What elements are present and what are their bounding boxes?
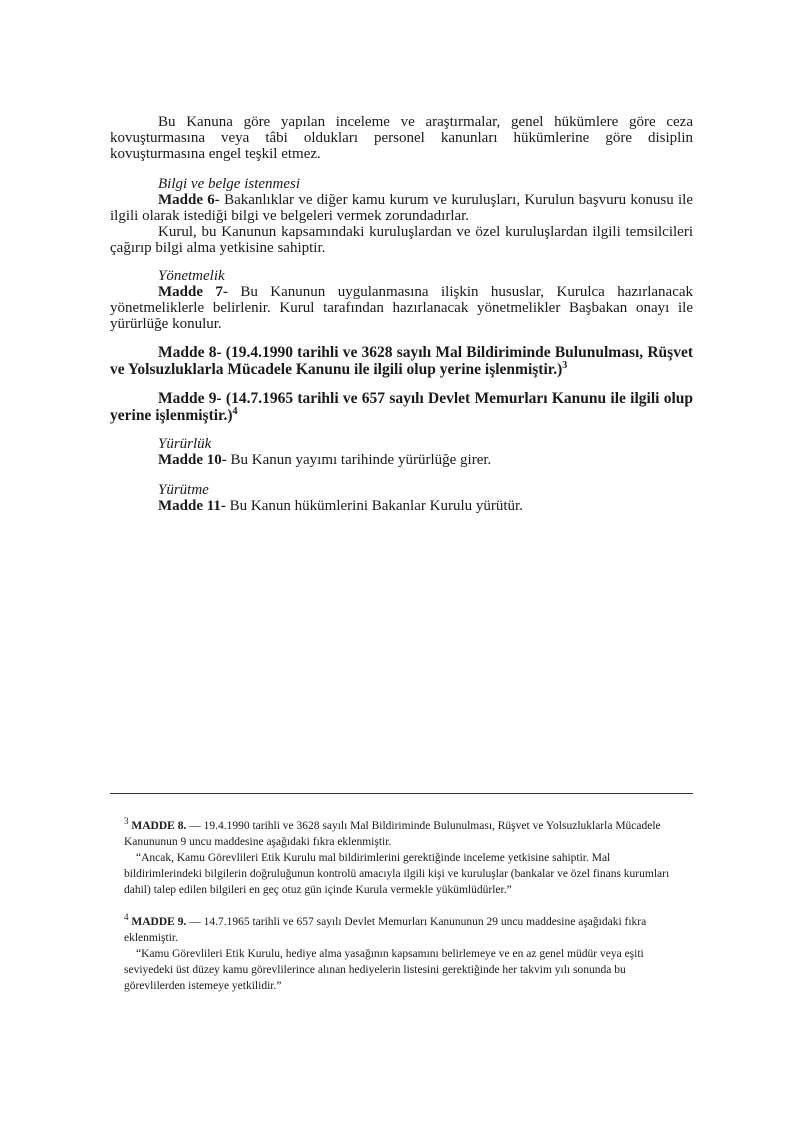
article-6-heading: Bilgi ve belge istenmesi: [158, 176, 301, 192]
footnote-4: [124, 914, 684, 994]
article-11-label: Madde 11-: [158, 498, 226, 514]
article-11: [110, 482, 693, 514]
article-10: [110, 436, 693, 468]
article-7-paragraph-1: [110, 284, 693, 332]
article-11-paragraph: [110, 498, 693, 514]
footnote-ref-3: 3: [562, 359, 568, 371]
article-10-text: Bu Kanun yayımı tarihinde yürürlüğe girer.: [230, 452, 492, 468]
article-11-heading: Yürütme: [158, 482, 209, 498]
footnote-3-head: MADDE 8.: [131, 820, 187, 832]
article-6-label: Madde 6-: [158, 192, 220, 208]
footnote-3-number: 3: [124, 816, 129, 827]
article-10-paragraph: [110, 452, 693, 468]
article-10-label: Madde 10-: [158, 452, 227, 468]
footnote-4-number: 4: [124, 912, 129, 923]
article-11-text: Bu Kanun hükümlerini Bakanlar Kurulu yürütür.: [229, 498, 523, 514]
article-8: [110, 344, 693, 378]
article-7-label: Madde 7-: [158, 284, 228, 300]
intro-text: Bu Kanuna göre yapılan inceleme ve araştırmalar, genel hükümlere göre ceza kovuşturmasına veya tâbi oldukları personel kanunları hükümlerine göre disiplin kovuşturmasına engel teşkil etmez.: [110, 114, 693, 162]
article-6-paragraph-2: Kurul, bu Kanunun kapsamındaki kuruluşlardan ve özel kuruluşlardan ilgili temsilcileri çağırıp bilgi alma yetkisine sahiptir.: [110, 224, 693, 256]
intro-paragraph: [110, 114, 693, 162]
footnote-ref-4: 4: [232, 405, 238, 417]
footnote-3-quote: “Ancak, Kamu Görevlileri Etik Kurulu mal bildirimlerini gerektiğinde inceleme yetkisine sahiptir. Mal bildirimlerindeki bilgilerin doğruluğunun kontrolü amacıyla ilgili kişi ve kuruluşlar (bankalar ve özel finans kurumları dahil) talep edilen bilgileri en geç otuz gün içinde Kurula vermekle yükümlüdürler.”: [124, 852, 670, 896]
article-8-text: Madde 8- (19.4.1990 tarihli ve 3628 sayılı Mal Bildiriminde Bulunulması, Rüşvet ve Yolsuzluklarla Mücadele Kanunu ile ilgili olup yerine işlenmiştir.): [110, 344, 693, 378]
footnote-3: [124, 818, 684, 898]
footnote-separator: [110, 793, 693, 794]
article-7-heading: Yönetmelik: [158, 268, 225, 284]
article-6-paragraph-1: [110, 192, 693, 224]
article-6: [110, 176, 693, 256]
article-10-heading: Yürürlük: [158, 436, 212, 452]
footnote-3-intro: [124, 818, 684, 850]
footnote-4-quote: “Kamu Görevlileri Etik Kurulu, hediye alma yasağının kapsamını belirlemeye ve en az genel müdür veya eşiti seviyedeki üst düzey kamu görevlilerince alınan hediyelerin listesini gerektiğinde her takvim yılı sonunda bu görevlilerden istemeye yetkilidir.”: [124, 948, 644, 992]
footnote-3-text: — 19.4.1990 tarihli ve 3628 sayılı Mal Bildiriminde Bulunulması, Rüşvet ve Yolsuzluklarla Mücadele Kanununun 9 uncu maddesine aşağıdaki fıkra eklenmiştir.: [124, 820, 661, 848]
footnote-4-text: — 14.7.1965 tarihli ve 657 sayılı Devlet Memurları Kanununun 29 uncu maddesine aşağıdaki fıkra eklenmiştir.: [124, 916, 647, 944]
article-7-text-1: Bu Kanunun uygulanmasına ilişkin hususlar, Kurulca hazırlanacak yönetmeliklerle belirlenir. Kurul tarafından hazırlanacak yönetmelikler Başbakan onayı ile yürürlüğe konulur.: [110, 284, 694, 332]
footnote-4-intro: [124, 914, 684, 946]
article-7: [110, 268, 693, 332]
article-6-text-1: Bakanlıklar ve diğer kamu kurum ve kuruluşları, Kurulun başvuru konusu ile ilgili olarak istediği bilgi ve belgeleri vermek zorundadırlar.: [110, 192, 694, 224]
footnote-4-head: MADDE 9.: [131, 916, 187, 928]
article-9: [110, 390, 693, 424]
article-9-text: Madde 9- (14.7.1965 tarihli ve 657 sayılı Devlet Memurları Kanunu ile ilgili olup yerine işlenmiştir.): [110, 390, 693, 424]
